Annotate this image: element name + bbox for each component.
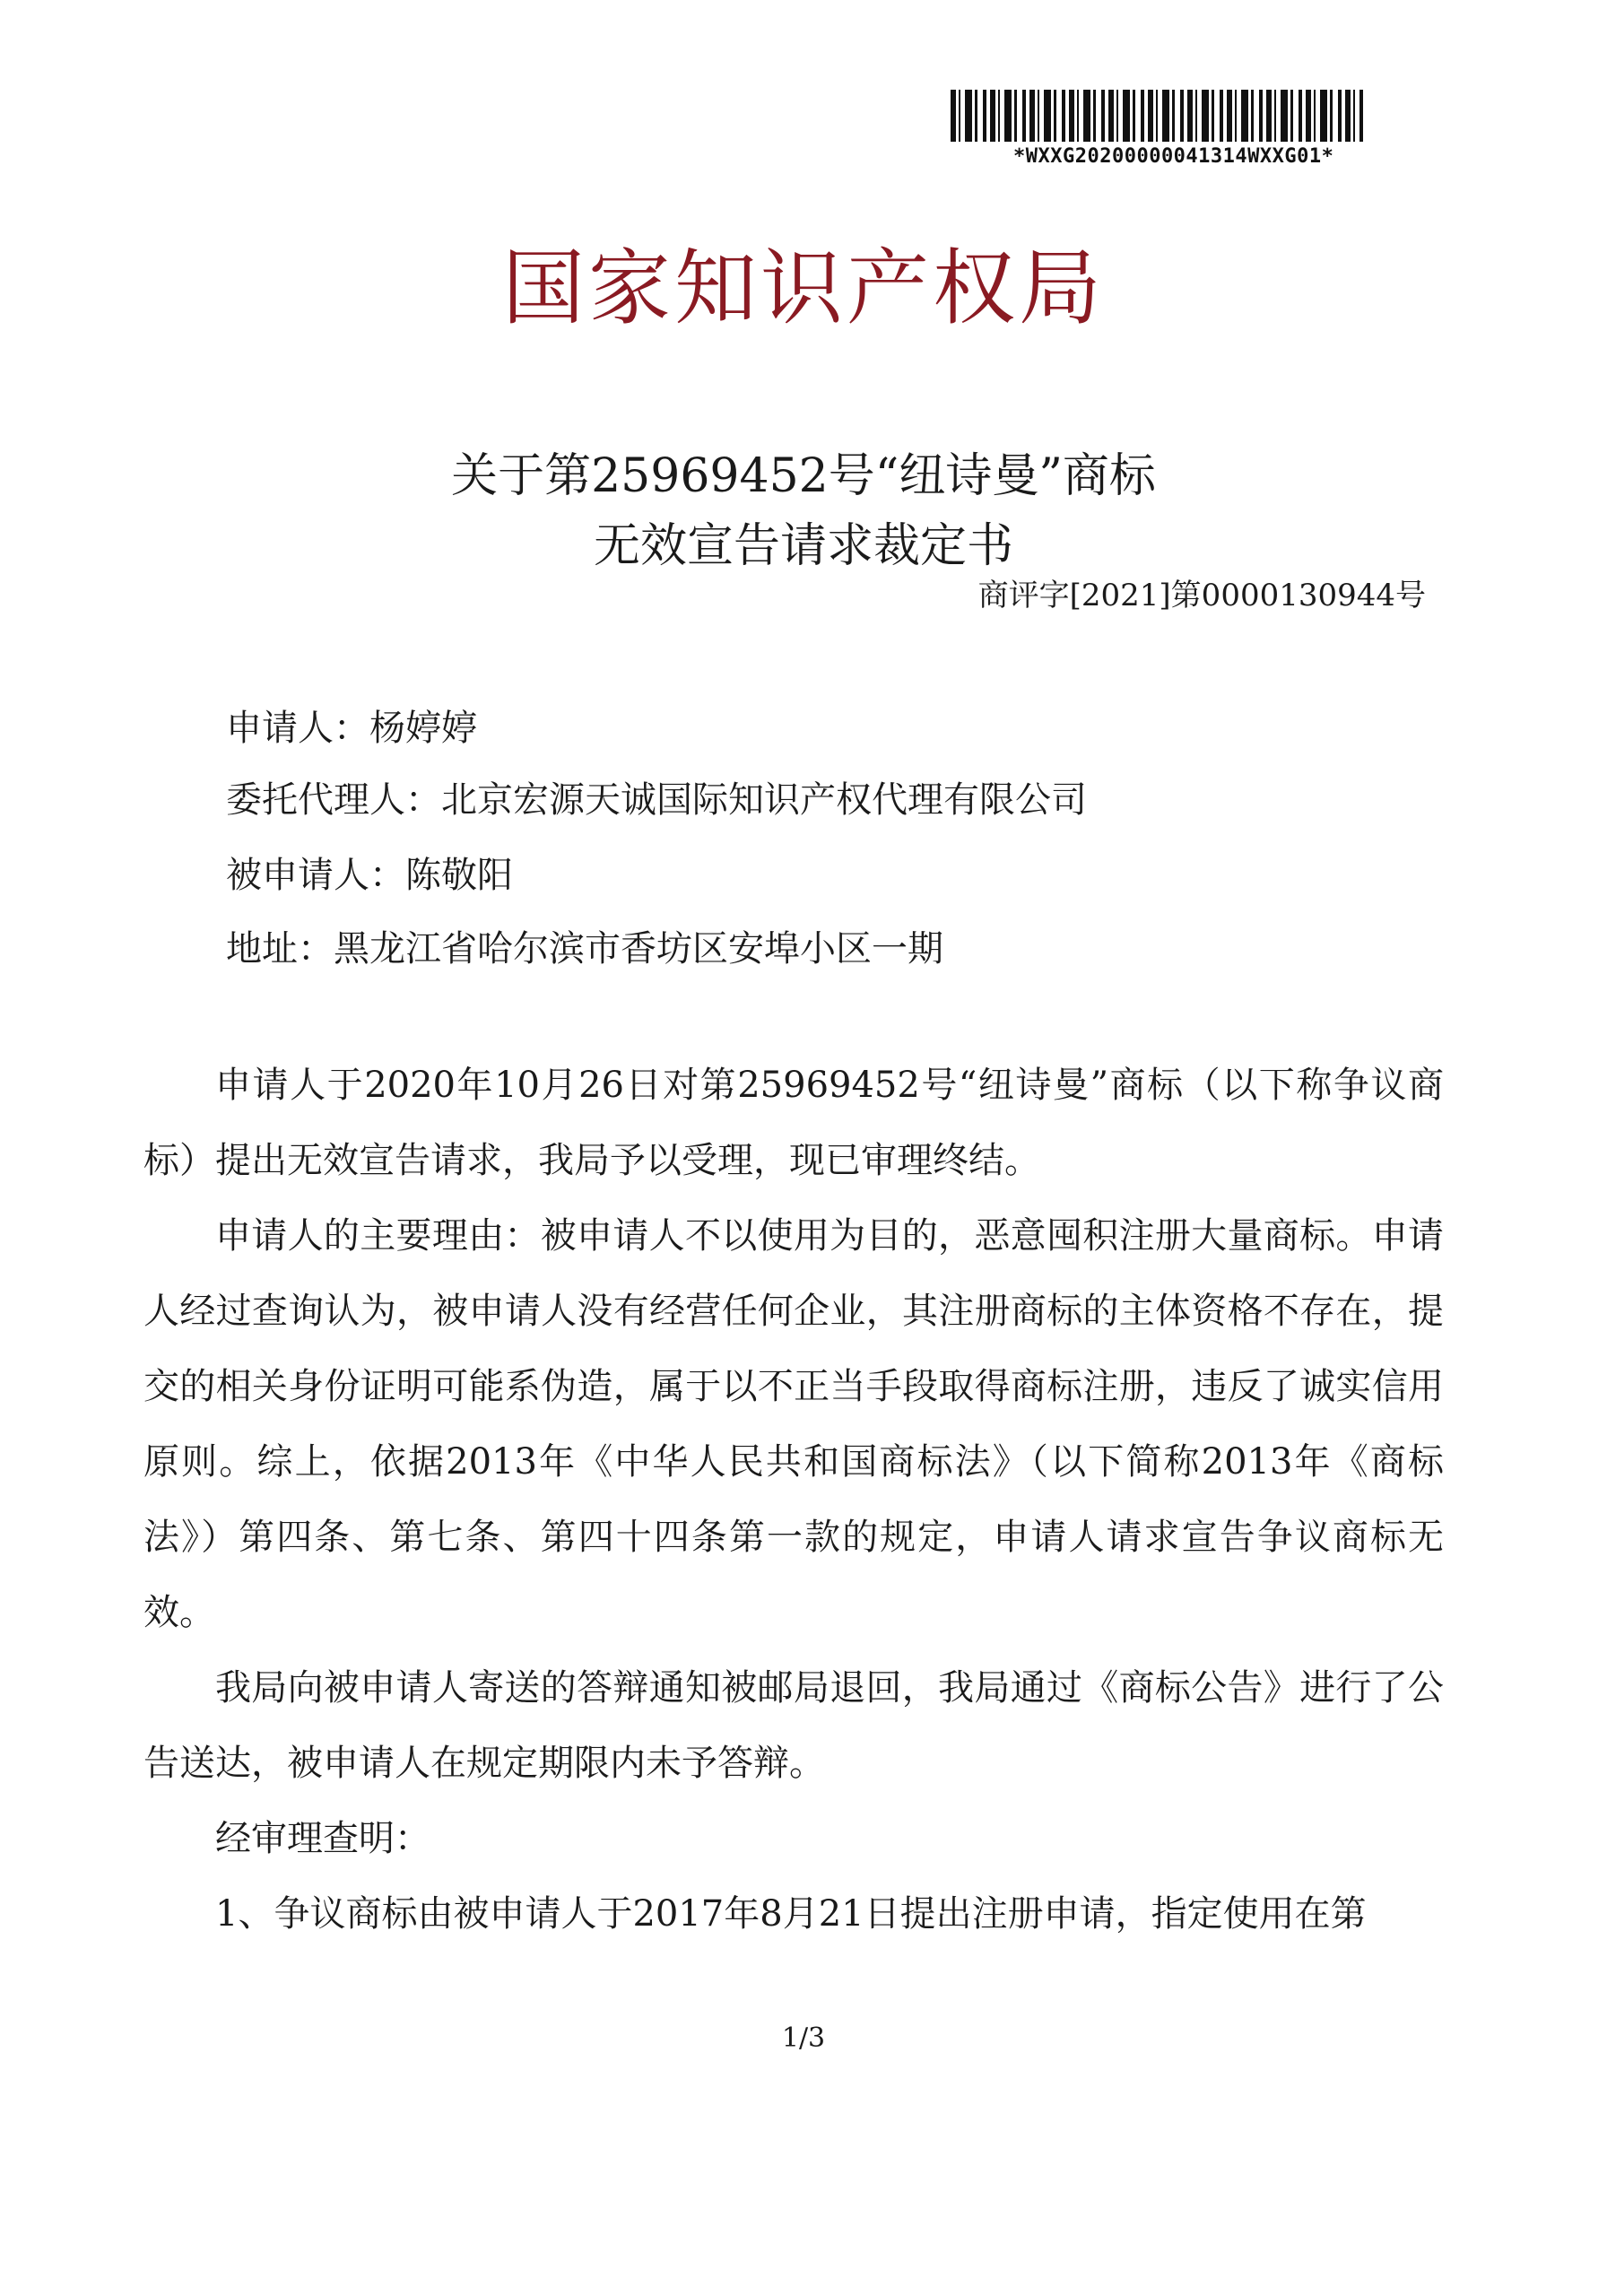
party-label: 被申请人： bbox=[226, 855, 405, 896]
party-agent bbox=[226, 771, 1087, 822]
barcode-text: *WXXG20200000041314WXXG01* bbox=[1013, 145, 1334, 168]
document-title-line2: 无效宣告请求裁定书 bbox=[593, 519, 1013, 573]
party-label: 委托代理人： bbox=[226, 779, 441, 821]
party-respondent bbox=[226, 847, 513, 898]
party-value: 北京宏源天诚国际知识产权代理有限公司 bbox=[441, 779, 1087, 821]
document-body bbox=[143, 1048, 1444, 1952]
paragraph-findings-heading: 经审理查明： bbox=[215, 1818, 430, 1859]
party-label: 地址： bbox=[226, 928, 334, 970]
paragraph-acceptance: 申请人于2020年10月26日对第25969452号“纽诗曼”商标（以下称争议商标）提出无效宣告请求，我局予以受理，现已审理终结。 bbox=[143, 1065, 1444, 1181]
party-applicant bbox=[226, 700, 477, 751]
paragraph-notice: 我局向被申请人寄送的答辩通知被邮局退回，我局通过《商标公告》进行了公告送达，被申请人在规定期限内未予答辩。 bbox=[143, 1667, 1444, 1784]
page-number: 1/3 bbox=[781, 2022, 826, 2054]
document-title-line1: 关于第25969452号“纽诗曼”商标 bbox=[451, 449, 1156, 503]
party-value: 黑龙江省哈尔滨市香坊区安埠小区一期 bbox=[334, 928, 943, 970]
barcode bbox=[951, 90, 1381, 168]
barcode-bars bbox=[951, 90, 1363, 142]
party-value: 陈敬阳 bbox=[405, 855, 513, 896]
paragraph-finding-1: 1、争议商标由被申请人于2017年8月21日提出注册申请，指定使用在第 bbox=[215, 1893, 1367, 1935]
party-label: 申请人： bbox=[226, 708, 369, 749]
reference-number: 商评字[2021]第0000130944号 bbox=[977, 578, 1426, 613]
organization-title: 国家知识产权局 bbox=[501, 240, 1105, 336]
paragraph-applicant-reasons: 申请人的主要理由：被申请人不以使用为目的，恶意囤积注册大量商标。申请人经过查询认为，被申请人没有经营任何企业，其注册商标的主体资格不存在，提交的相关身份证明可能系伪造，属于以不正当手段取得商标注册，违反了诚实信用原则。综上，依据2013年《中华人民共和国商标法》（以下简称2013年《商标法》）第四条、第七条、第四十四条第一款的规定，申请人请求宣告争议商标无效。 bbox=[143, 1215, 1444, 1633]
party-address bbox=[226, 920, 943, 971]
party-value: 杨婷婷 bbox=[369, 708, 477, 749]
